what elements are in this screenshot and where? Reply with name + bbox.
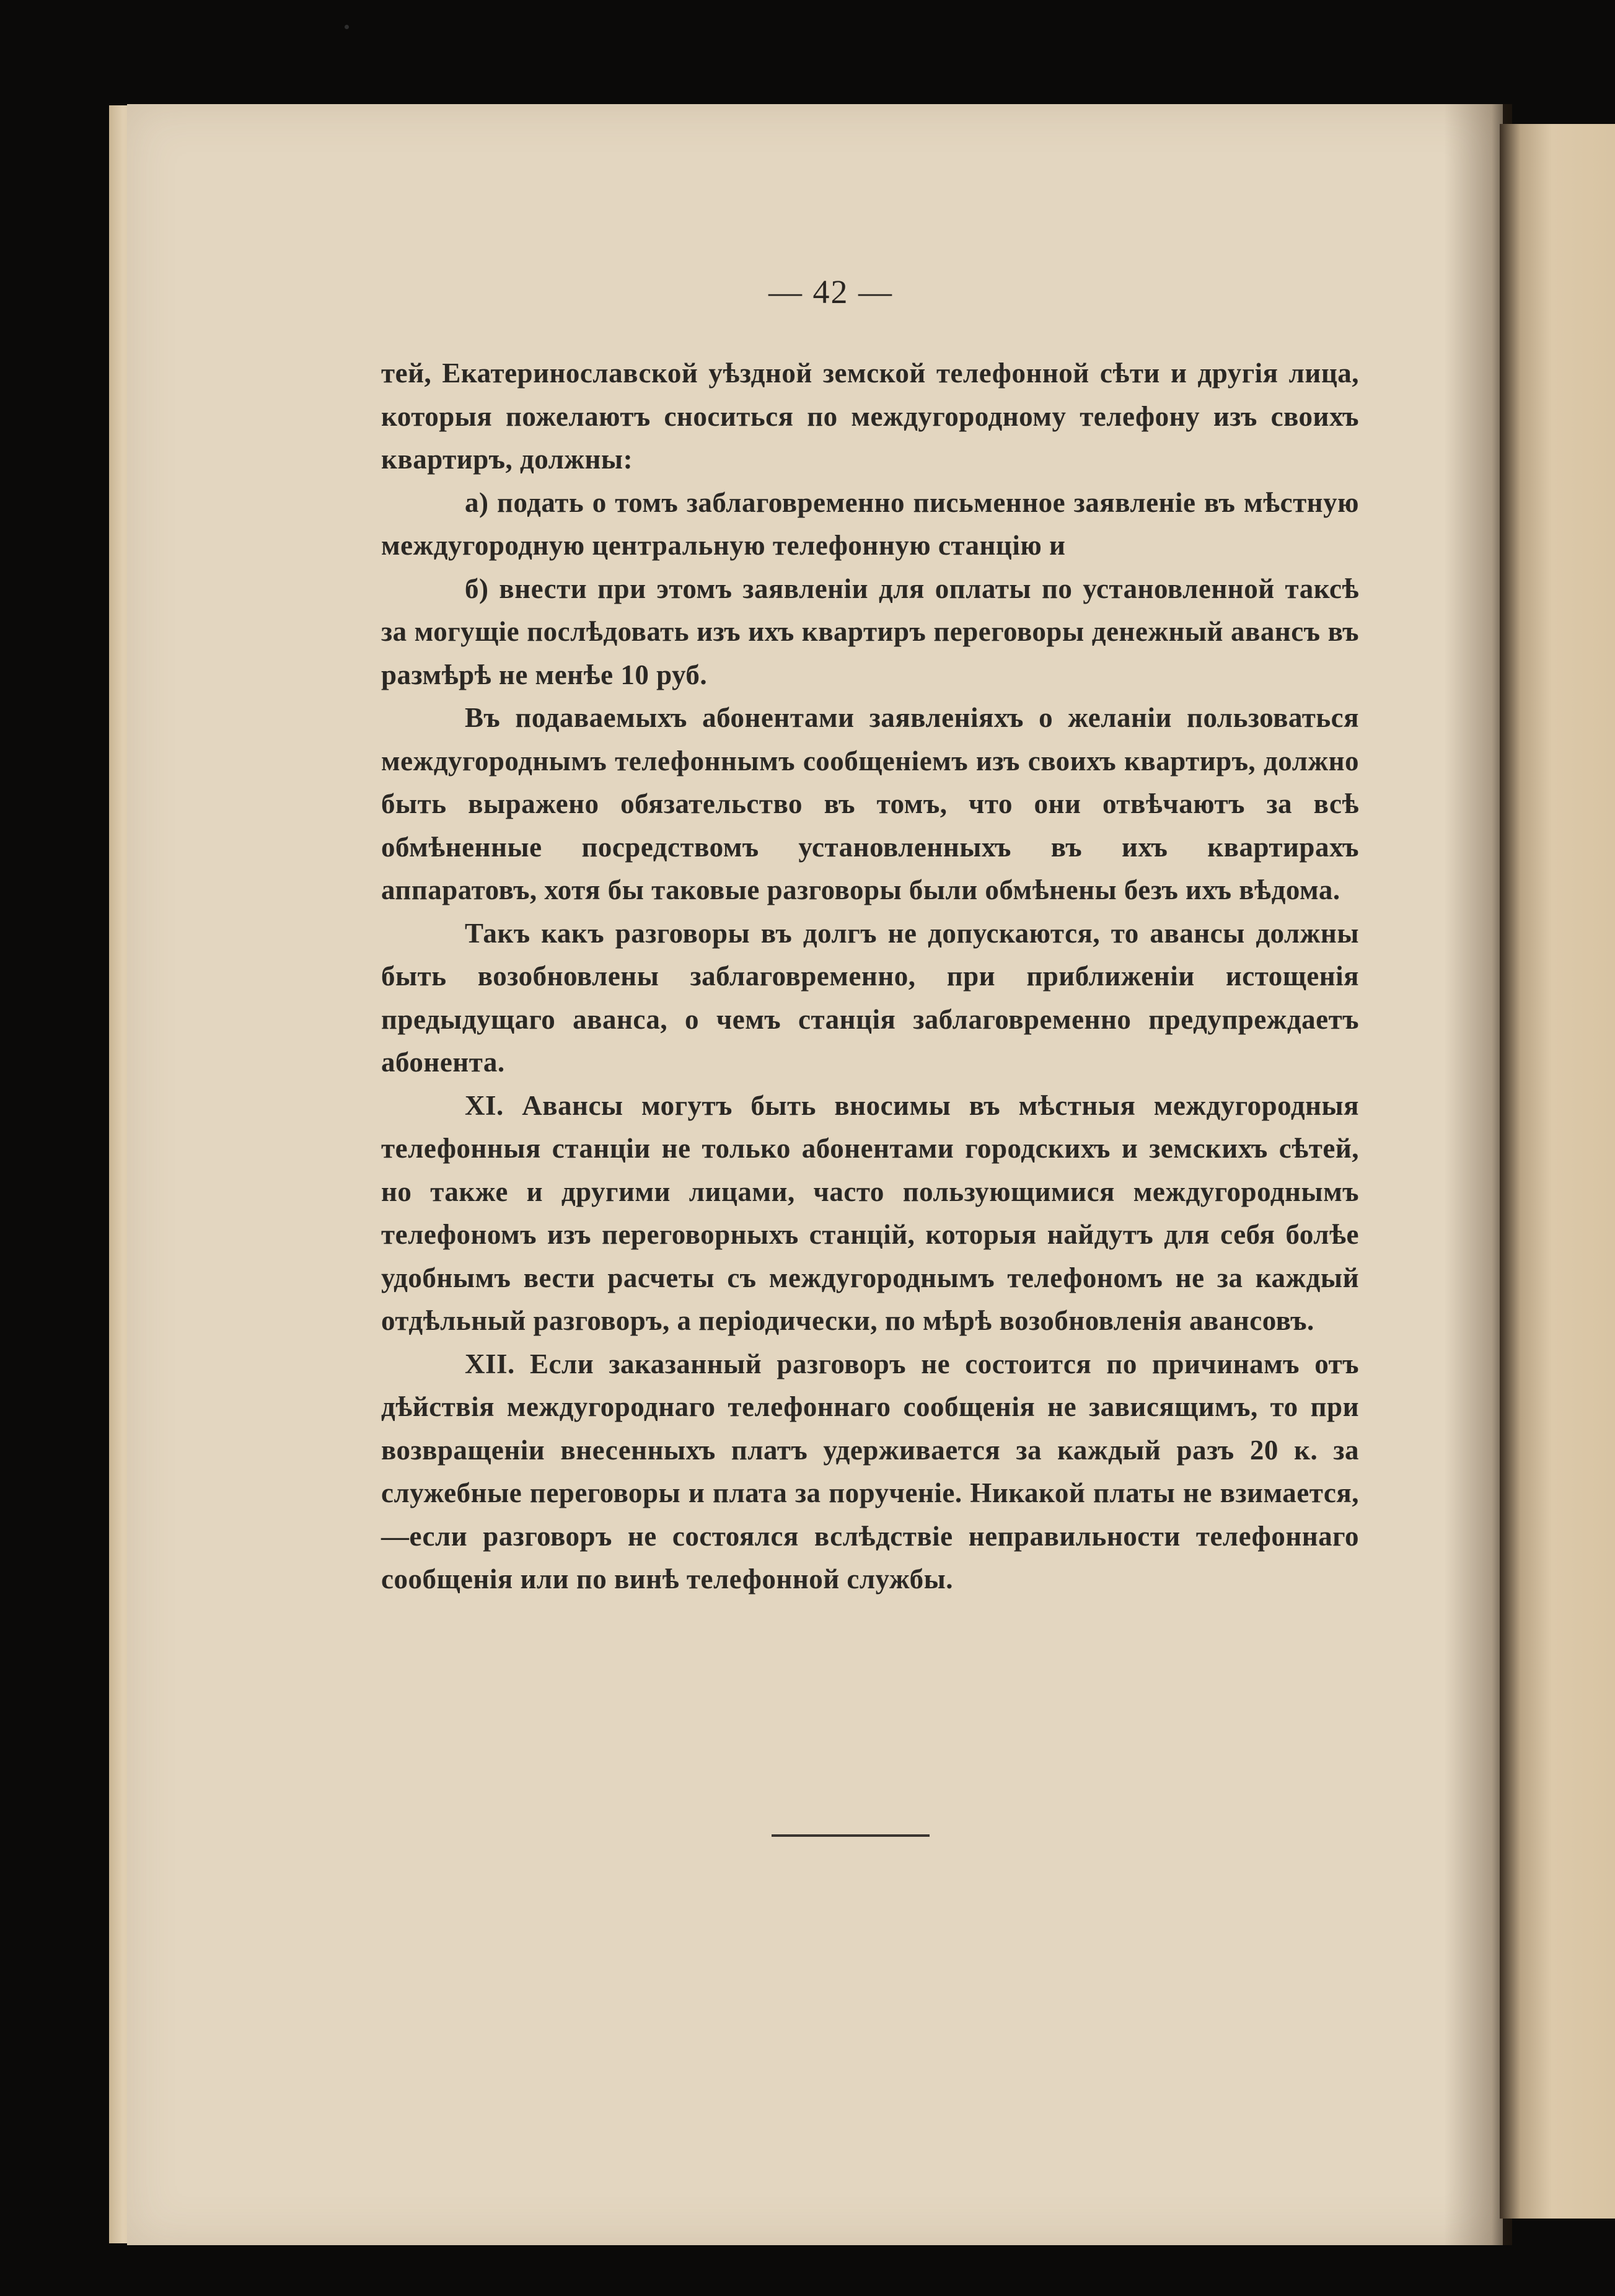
body-text	[381, 352, 1359, 1601]
paragraph-item-b: б) внести при этомъ заявленіи для оплаты по установленной таксѣ за могущіе послѣдовать изъ ихъ квартиръ переговоры денежный авансъ въ размѣрѣ не менѣе 10 руб.	[381, 573, 1359, 690]
dust-speck	[345, 25, 349, 29]
facing-page-edge	[1500, 124, 1615, 2219]
closing-rule	[772, 1834, 930, 1837]
paragraph-section-xii: XII. Если заказанный разговоръ не состоится по причинамъ отъ дѣйствія междугороднаго телефоннаго сообщенія не зависящимъ, то при возвращеніи внесенныхъ платъ удерживается за каждый разъ 20 к. за служебные переговоры и плата за порученіе. Никакой платы не взимается,—если разговоръ не состоялся вслѣдствіе неправильности телефоннаго сообщенія или по винѣ телефонной службы.	[381, 1348, 1359, 1594]
paragraph-section-xi: XI. Авансы могутъ быть вносимы въ мѣстныя междугородныя телефонныя станціи не только абонентами городскихъ и земскихъ сѣтей, но также и другими лицами, часто пользующимися междугороднымъ телефономъ изъ переговорныхъ станцій, которыя найдутъ для себя болѣе удобнымъ вести расчеты съ междугороднымъ телефономъ не за каждый отдѣльный разговоръ, а періодически, по мѣрѣ возобновленія авансовъ.	[381, 1089, 1359, 1336]
paragraph-advances: Такъ какъ разговоры въ долгъ не допускаются, то авансы должны быть возобновлены заблаговременно, при приближеніи истощенія предыдущаго аванса, о чемъ станція заблаговременно предупреждаетъ абонента.	[381, 917, 1359, 1078]
paragraph-applications: Въ подаваемыхъ абонентами заявленіяхъ о желаніи пользоваться междугороднымъ телефоннымъ сообщеніемъ изъ своихъ квартиръ, должно быть выражено обязательство въ томъ, что они отвѣчаютъ за всѣ обмѣненные посредствомъ установленныхъ въ ихъ квартирахъ аппаратовъ, хотя бы таковые разговоры были обмѣнены безъ ихъ вѣдома.	[381, 702, 1359, 905]
paragraph-item-a: а) подать о томъ заблаговременно письменное заявленіе въ мѣстную междугородную центральную телефонную станцію и	[381, 486, 1359, 561]
page-number: — 42 —	[768, 273, 893, 310]
paragraph-continuation: тей, Екатеринославской уѣздной земской телефонной сѣти и другія лица, которыя пожелаютъ сноситься по междугородному телефону изъ своихъ квартиръ, должны:	[381, 358, 1359, 475]
